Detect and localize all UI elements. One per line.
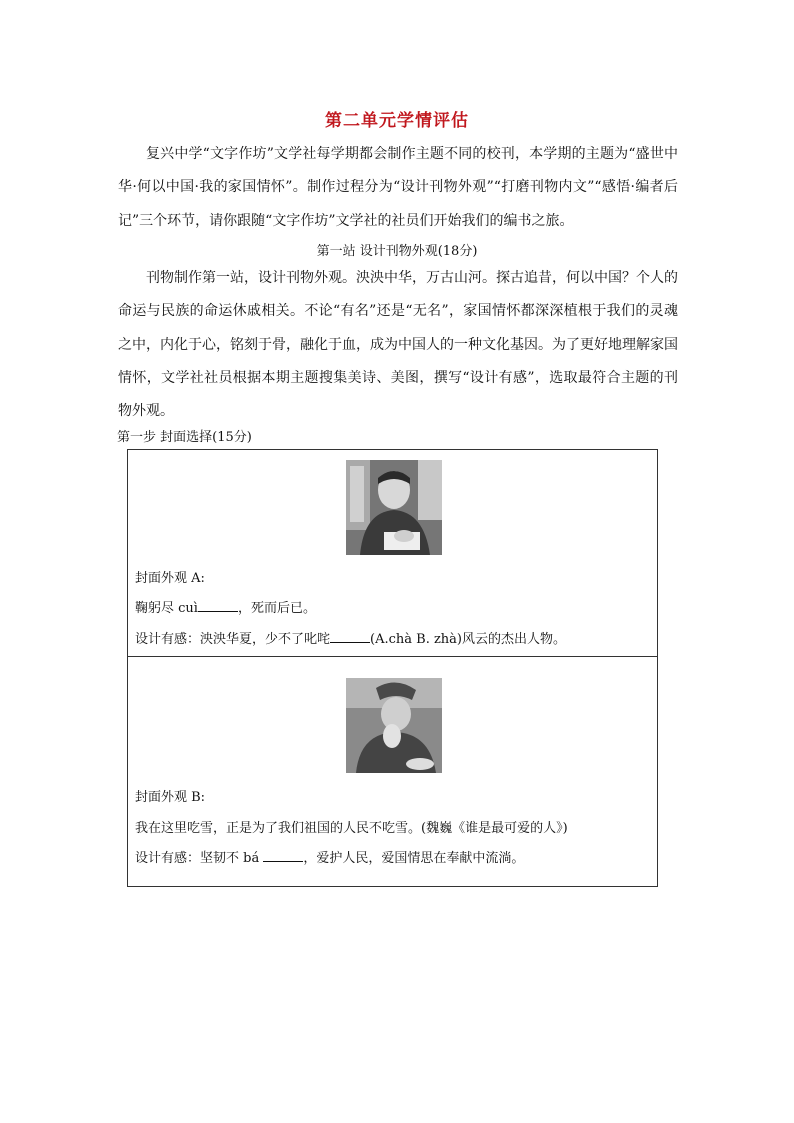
portrait-b-image xyxy=(346,678,442,773)
intro-paragraph: 复兴中学“文字作坊”文学社每学期都会制作主题不同的校刊，本学期的主题为“盛世中华·何以中国·我的家国情怀”。制作过程分为“设计刊物外观”“打磨刊物内文”“感悟·编者后记”三个环节，请你跟随“文字作坊”文学社的社员们开始我们的编书之旅。 xyxy=(118,146,678,229)
cover-a-design-before: 设计有感：泱泱华夏，少不了叱咤 xyxy=(135,632,331,647)
cover-b-design-before: 设计有感：坚韧不 bá xyxy=(135,851,264,866)
cover-a-quote xyxy=(135,597,316,616)
cover-a-label: 封面外观 A: xyxy=(135,571,205,586)
cover-b-design-after: ，爱护人民，爱国情思在奉献中流淌。 xyxy=(303,851,525,866)
page-title: 第二单元学情评估 xyxy=(325,111,469,131)
cover-a-quote-after: ，死而后已。 xyxy=(237,601,316,616)
cover-a-design xyxy=(135,628,566,647)
cover-option-a xyxy=(127,449,658,657)
answer-blank[interactable] xyxy=(330,630,370,643)
portrait-photo-b xyxy=(346,678,442,773)
cover-b-quote: 我在这里吃雪，正是为了我们祖国的人民不吃雪。(魏巍《谁是最可爱的人》) xyxy=(135,821,568,836)
station-heading: 第一站 设计刊物外观(18分) xyxy=(316,244,478,259)
answer-blank[interactable] xyxy=(263,849,303,862)
cover-a-design-after: (A.chà B. zhà)风云的杰出人物。 xyxy=(370,632,567,647)
portrait-a-image xyxy=(346,460,442,555)
cover-b-design xyxy=(135,847,524,866)
answer-blank[interactable] xyxy=(198,599,238,612)
cover-b-label: 封面外观 B: xyxy=(135,790,206,805)
station-paragraph: 刊物制作第一站，设计刊物外观。泱泱中华，万古山河。探古追昔，何以中国？个人的命运与民族的命运休戚相关。不论“有名”还是“无名”，家国情怀都深深植根于我们的灵魂之中，内化于心，铭刻于骨，融化于血，成为中国人的一种文化基因。为了更好地理解家国情怀，文学社社员根据本期主题搜集美诗、美图，撰写“设计有感”，选取最符合主题的刊物外观。 xyxy=(118,270,678,420)
cover-option-b xyxy=(127,656,658,887)
step-heading: 第一步 封面选择(15分) xyxy=(117,430,252,445)
cover-a-quote-before: 鞠躬尽 cuì xyxy=(135,601,198,616)
portrait-photo-a xyxy=(346,460,442,555)
